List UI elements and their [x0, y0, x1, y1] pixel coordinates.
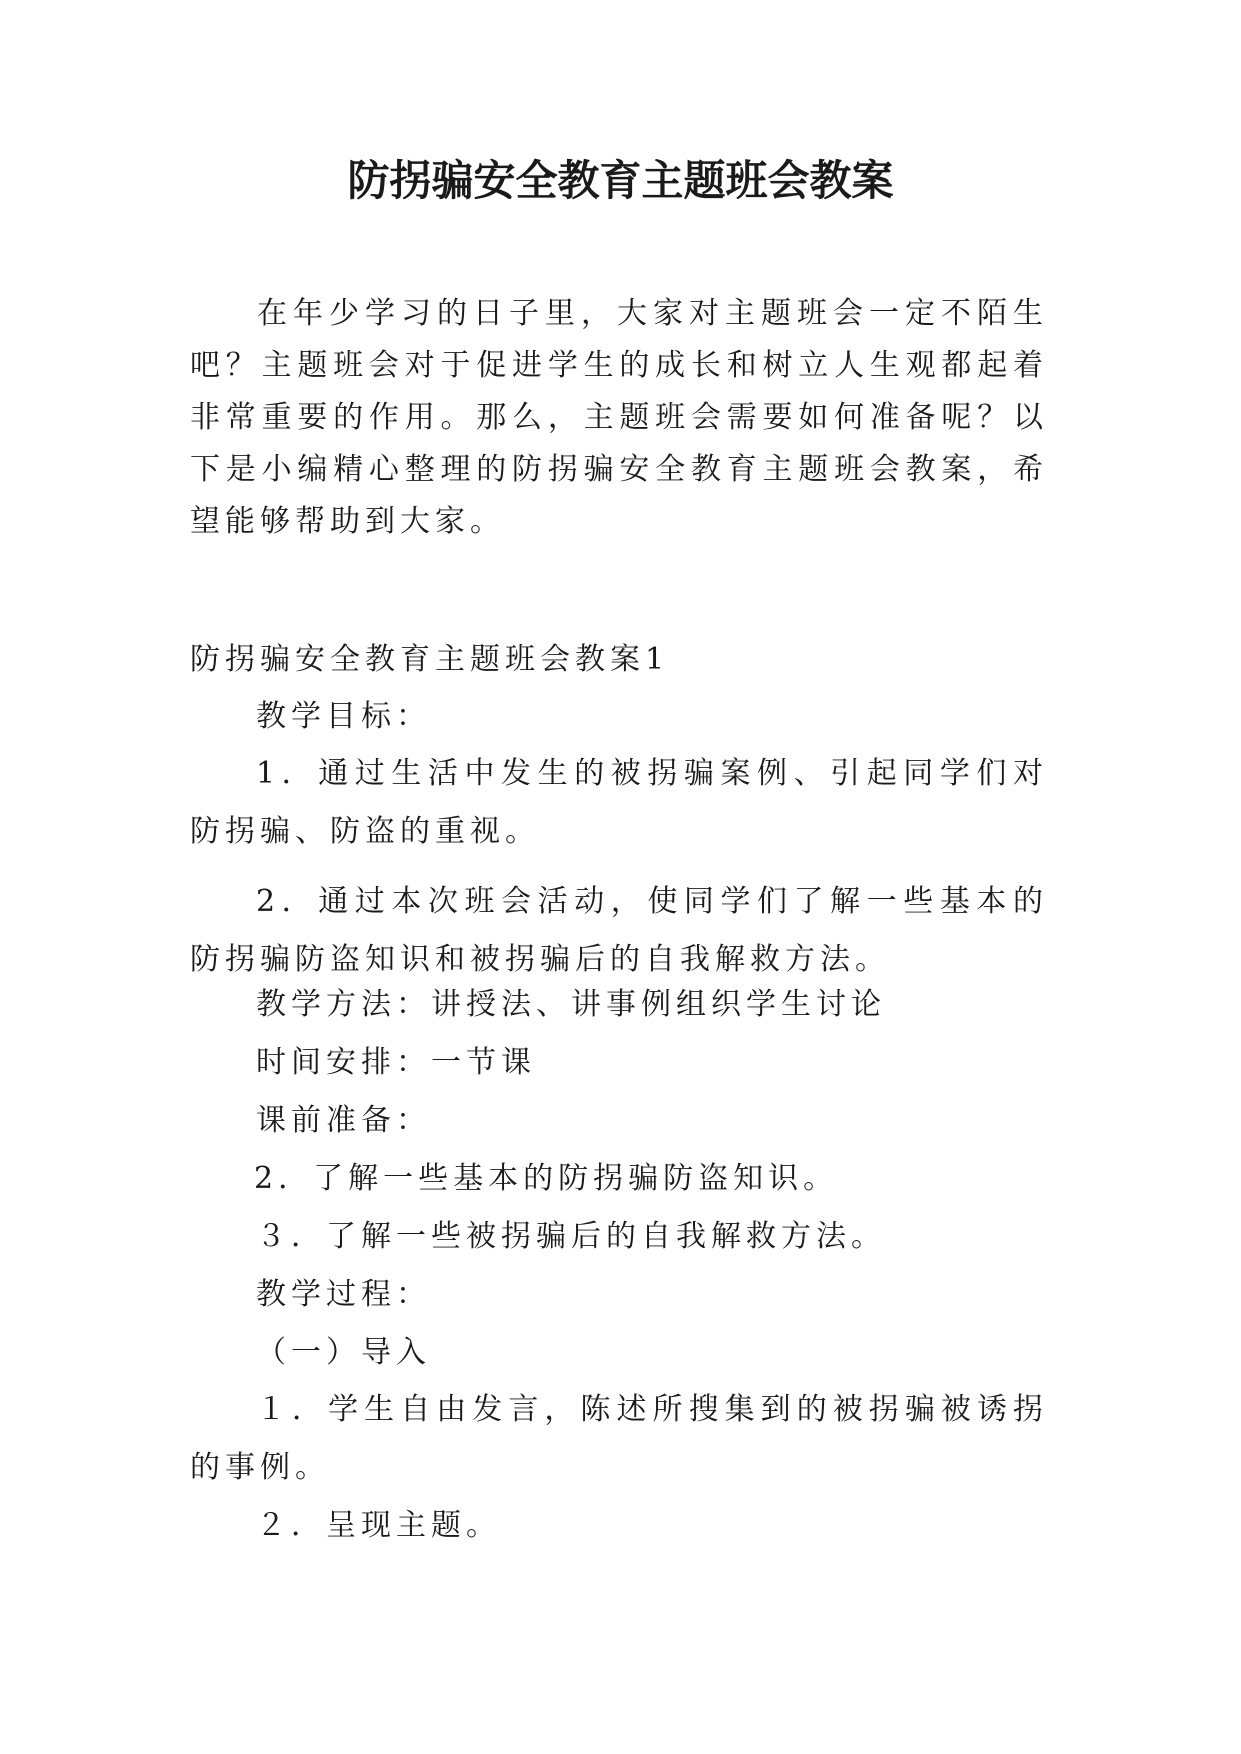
step-heading: （一）导入 [256, 1335, 431, 1370]
step-1: １．学生自由发言，陈述所搜集到的被拐骗被诱拐的事例。 [190, 1392, 1048, 1485]
intro-paragraph: 在年少学习的日子里，大家对主题班会一定不陌生吧？主题班会对于促进学生的成长和树立人生观都起着非常重要的作用。那么，主题班会需要如何准备呢？以下是小编精心整理的防拐骗安全教育主题班会教案，希望能够帮助到大家。 [190, 296, 1048, 539]
process-label: 教学过程： [256, 1277, 431, 1312]
goal-1: 1．通过生活中发生的被拐骗案例、引起同学们对防拐骗、防盗的重视。 [190, 756, 1048, 849]
prep-label: 课前准备： [256, 1103, 431, 1138]
section-heading: 防拐骗安全教育主题班会教案1 [190, 642, 670, 677]
goal-2: 2．通过本次班会活动，使同学们了解一些基本的防拐骗防盗知识和被拐骗后的自我解救方法。 [190, 884, 1048, 977]
time-schedule: 时间安排：一节课 [256, 1045, 536, 1080]
prep-item-3: ３．了解一些被拐骗后的自我解救方法。 [256, 1219, 886, 1254]
document-title: 防拐骗安全教育主题班会教案 [347, 156, 894, 205]
teaching-method: 教学方法：讲授法、讲事例组织学生讨论 [256, 987, 886, 1022]
goals-label: 教学目标： [256, 699, 431, 734]
prep-item-2: 2．了解一些基本的防拐骗防盗知识。 [254, 1161, 839, 1196]
step-2: ２．呈现主题。 [256, 1508, 501, 1543]
